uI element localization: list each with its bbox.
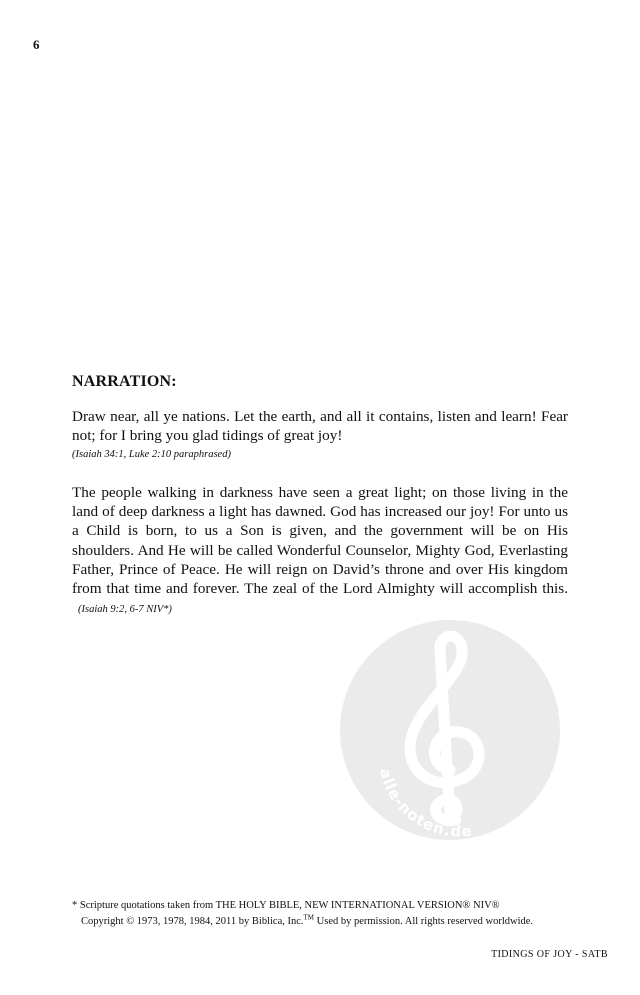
footer-title: TIDINGS OF JOY - SATB xyxy=(491,949,608,960)
narration-paragraph-1: Draw near, all ye nations. Let the earth, and all it contains, listen and learn! Fear not; for I bring you glad tidings of great joy! xyxy=(72,408,568,445)
narration-paragraph-2 xyxy=(72,483,568,619)
footnote-line-2 xyxy=(72,914,533,930)
narration-heading: NARRATION: xyxy=(72,373,177,390)
footnote-copyright: Copyright © 1973, 1978, 1984, 2011 by Biblica, Inc. xyxy=(81,916,304,927)
page-number: 6 xyxy=(33,37,40,52)
copyright-footnote xyxy=(72,898,533,930)
trademark-mark: TM xyxy=(303,913,315,922)
footnote-permission: Used by permission. All rights reserved worldwide. xyxy=(314,916,534,927)
paragraph-2-text: The people walking in darkness have seen a great light; on those living in the land of deep darkness a light has dawned. God has increased our joy! For unto us a Child is born, to us a Son is given, and the government will be on His shoulders. And He will be called Wonderful Counselor, Mighty God, Everlasting Father, Prince of Peace. He will reign on David’s throne and over His kingdom from that time and forever. The zeal of the Lord Almighty will accomplish this. xyxy=(72,484,568,598)
treble-clef-icon xyxy=(340,620,560,840)
citation-2: (Isaiah 9:2, 6-7 NIV*) xyxy=(78,604,172,616)
watermark-text: alle-noten.de xyxy=(375,766,474,840)
citation-1: (Isaiah 34:1, Luke 2:10 paraphrased) xyxy=(72,449,231,460)
footnote-line-1: * Scripture quotations taken from THE HOLY BIBLE, NEW INTERNATIONAL VERSION® NIV® xyxy=(72,900,500,911)
